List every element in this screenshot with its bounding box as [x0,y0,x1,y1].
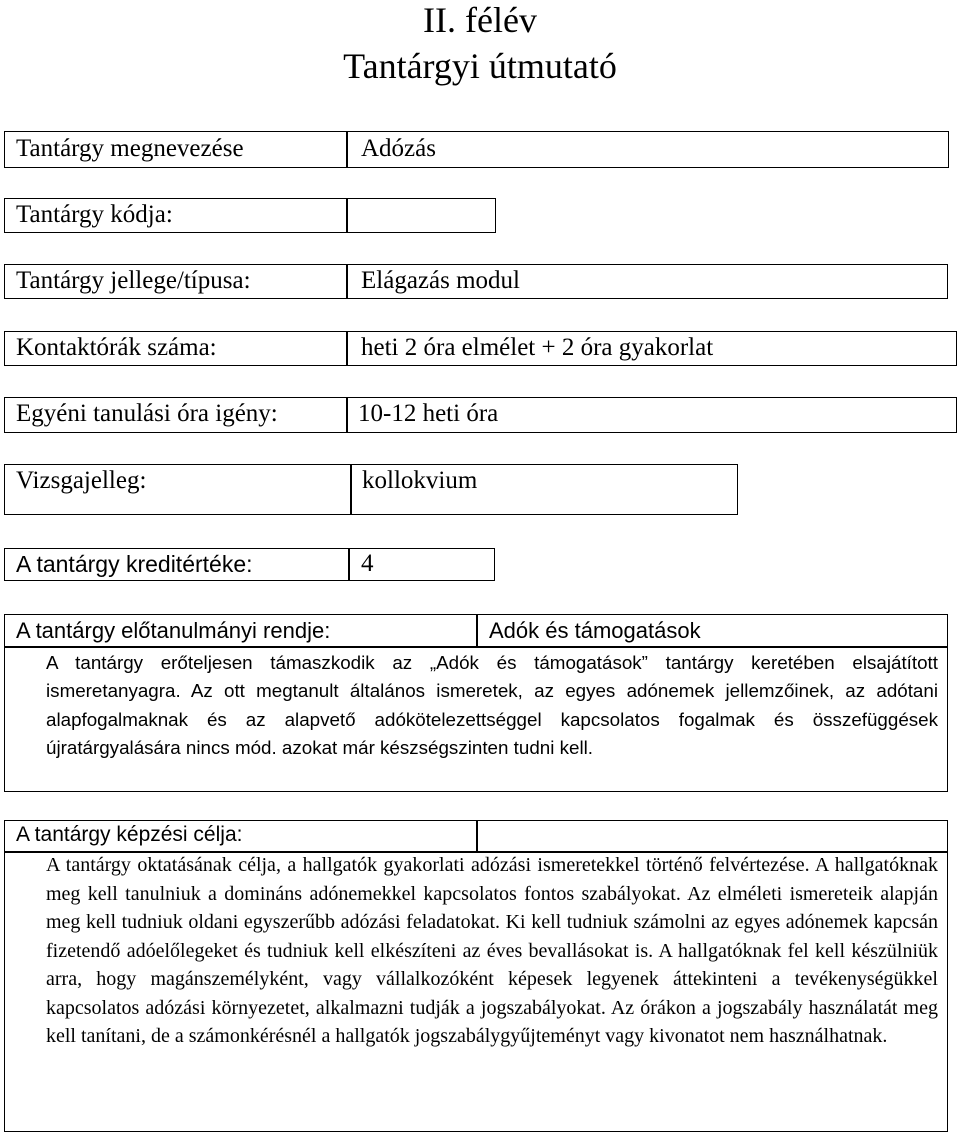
name-label: Tantárgy megnevezése [16,135,244,162]
prerequisite-label: A tantárgy előtanulmányi rendje: [16,618,331,643]
credit-value: 4 [361,550,374,577]
individual-label: Egyéni tanulási óra igény: [16,400,278,427]
prerequisite-value: Adók és támogatások [489,618,701,643]
name-value: Adózás [361,135,436,162]
goal-text: A tantárgy oktatásának célja, a hallgatók gyakorlati adózási ismeretekkel történő felvértezése. A hallgatóknak meg kell tanulniuk a domináns adónemekkel kapcsolatos fontos szabályokat. Az elméleti ismereteik alapján meg kell tudniuk oldani egyszerűbb adózási feladatokat. Ki kell tudniuk számolni az egyes adónemek kapcsán fizetendő adóelőlegeket és tudniuk kell elkészíteni az éves bevallásokat is. A hallgatóknak fel kell készülniük arra, hogy magánszemélyként, vagy vállalkozóként képesek legyenek áttekinteni a tevékenységükkel kapcsolatos adózási környezetet, alkalmazni tudják a jogszabályokat. Az órákon a jogszabály használatát meg kell tanítani, de a számonkérésnél a hallgatók jogszabálygyűjteményt vagy kivonatot nem használhatnak. [46,854,938,1047]
exam-value: kollokvium [362,467,478,494]
code-label: Tantárgy kódja: [16,201,173,228]
individual-value: 10-12 heti óra [358,400,499,427]
contact-value: heti 2 óra elmélet + 2 óra gyakorlat [361,334,714,361]
type-value: Elágazás modul [361,267,520,294]
semester-title: II. félév [423,0,537,40]
goal-value-box [477,820,948,852]
name-value-box [347,131,949,168]
credit-label: A tantárgy kreditértéke: [16,551,253,577]
type-label: Tantárgy jellege/típusa: [16,267,251,294]
document-title: Tantárgyi útmutató [343,46,617,86]
exam-label: Vizsgajelleg: [16,467,147,494]
contact-label: Kontaktórák száma: [16,334,217,361]
goal-label: A tantárgy képzési célja: [16,823,243,846]
prerequisite-text: A tantárgy erőteljesen támaszkodik az „Adók és támogatások” tantárgy keretében elsajátított ismeretanyagra. Az ott megtanult általános ismeretek, az egyes adónemek jellemzőinek, az adótani alapfogalmaknak és az alapvető adókötelezettséggel kapcsolatos fogalmak és összefüggések újratárgyalására nincs mód. azokat már készségszinten tudni kell. [46,652,938,759]
code-value-box [347,198,496,233]
